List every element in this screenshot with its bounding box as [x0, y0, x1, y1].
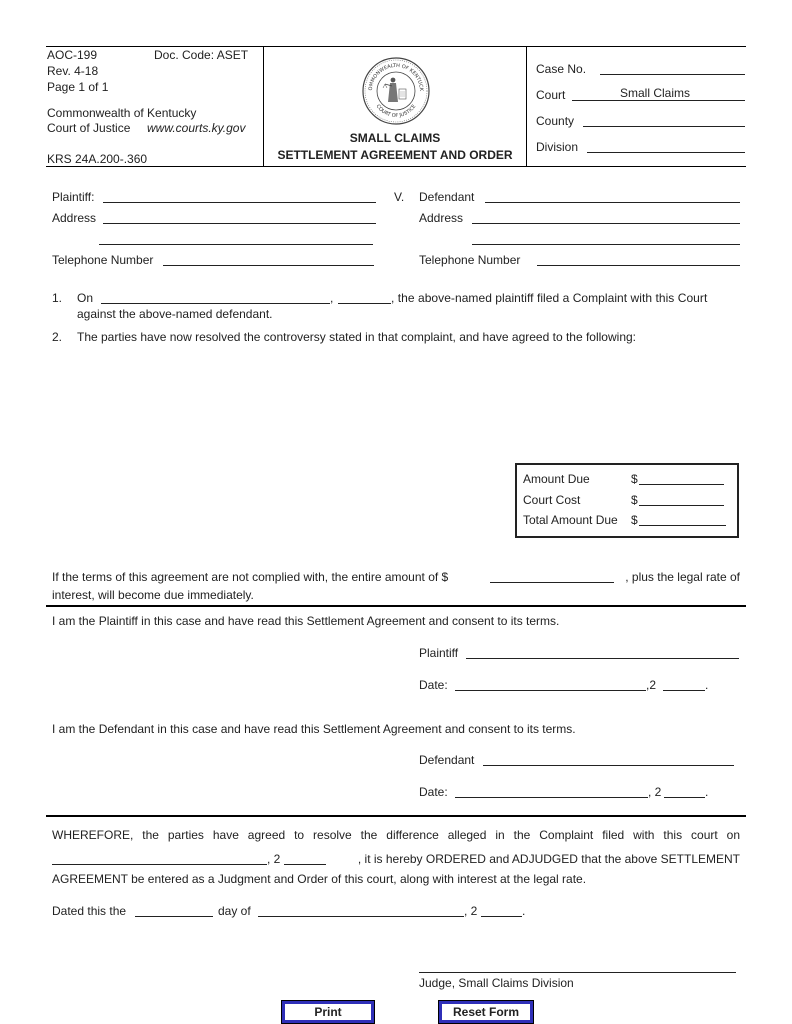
plaintiff-address-field[interactable] [103, 223, 376, 224]
commonwealth-label: Commonwealth of Kentucky [47, 106, 197, 120]
form-id: AOC-199 [47, 48, 98, 62]
court-value: Small Claims [620, 86, 691, 100]
website-link: www.courts.ky.gov [147, 121, 246, 135]
dated-period: . [522, 904, 526, 918]
amount-due-currency: $ [631, 472, 638, 486]
dated-day-field[interactable] [135, 916, 213, 917]
judge-signature-field[interactable] [419, 972, 736, 973]
order-line-2: , it is hereby ORDERED and ADJUDGED that the above SETTLEMENT [357, 852, 740, 866]
versus-label: V. [394, 190, 405, 204]
defendant-date-field[interactable] [455, 797, 648, 798]
plaintiff-signature-label: Plaintiff [419, 646, 459, 660]
plaintiff-year-field[interactable] [663, 690, 705, 691]
dated-year-prefix: , 2 [464, 904, 478, 918]
title-line-2: SETTLEMENT AGREEMENT AND ORDER [277, 148, 513, 162]
agreement-terms-area[interactable] [52, 348, 742, 458]
default-amount-field[interactable] [490, 582, 614, 583]
item-2-text: The parties have now resolved the controversy stated in that complaint, and have agreed to the following: [77, 330, 636, 344]
order-year-prefix: , 2 [267, 852, 281, 866]
amount-due-field[interactable] [639, 484, 724, 485]
plaintiff-address-line-2[interactable] [99, 244, 373, 245]
plaintiff-date-label: Date: [419, 678, 448, 692]
defendant-signature-label: Defendant [419, 753, 475, 767]
kentucky-seal-icon [361, 56, 431, 126]
defendant-telephone-field[interactable] [537, 265, 740, 266]
plaintiff-field[interactable] [103, 202, 376, 203]
title-line-1: SMALL CLAIMS [349, 131, 441, 145]
defendant-year-field[interactable] [664, 797, 705, 798]
plaintiff-consent-statement: I am the Plaintiff in this case and have read this Settlement Agreement and consent to its terms. [52, 614, 560, 628]
defendant-label: Defendant [419, 190, 475, 204]
terms-line-2: interest, will become due immediately. [52, 588, 254, 602]
total-amount-label: Total Amount Due [523, 513, 618, 527]
terms-line-1-end: , plus the legal rate of [625, 570, 740, 584]
plaintiff-date-period: . [705, 678, 709, 692]
section-rule-1 [46, 605, 746, 607]
page-count: Page 1 of 1 [47, 80, 109, 94]
defendant-consent-statement: I am the Defendant in this case and have read this Settlement Agreement and consent to its terms. [52, 722, 576, 736]
plaintiff-date-field[interactable] [455, 690, 646, 691]
plaintiff-telephone-field[interactable] [163, 265, 374, 266]
item-1-comma: , [330, 291, 334, 305]
dated-month-field[interactable] [258, 916, 464, 917]
defendant-date-label: Date: [419, 785, 448, 799]
court-cost-field[interactable] [639, 505, 724, 506]
division-label: Division [536, 140, 579, 154]
item-1-text: , the above-named plaintiff filed a Complaint with this Court [391, 291, 708, 305]
seal-top-text: OMMONWEALTH OF KENTUCK [367, 62, 425, 92]
defendant-address-line-2[interactable] [472, 244, 740, 245]
plaintiff-signature-field[interactable] [466, 658, 739, 659]
defendant-address-label: Address [419, 211, 464, 225]
case-no-label: Case No. [536, 62, 587, 76]
county-field[interactable] [583, 126, 745, 127]
revision: Rev. 4-18 [47, 64, 99, 78]
reset-form-button[interactable]: Reset Form [439, 1001, 533, 1023]
plaintiff-year-prefix: ,2 [646, 678, 657, 692]
seal-bottom-text: COURT OF JUSTICE [374, 103, 418, 120]
order-line-1: WHEREFORE, the parties have agreed to resolve the difference alleged in the Complaint filed with this court on [52, 828, 740, 842]
plaintiff-telephone-label: Telephone Number [52, 253, 154, 267]
dated-year-field[interactable] [481, 916, 522, 917]
order-date-field[interactable] [52, 864, 267, 865]
header-top-rule [46, 46, 746, 47]
division-field[interactable] [587, 152, 745, 153]
terms-line-1-start: If the terms of this agreement are not complied with, the entire amount of $ [52, 570, 449, 584]
doc-code: Doc. Code: ASET [154, 48, 249, 62]
item-1-on: On [77, 291, 94, 305]
header-bottom-rule [46, 166, 746, 167]
defendant-field[interactable] [485, 202, 740, 203]
krs-reference: KRS 24A.200-.360 [47, 152, 148, 166]
court-cost-label: Court Cost [523, 493, 581, 507]
court-of-justice-label: Court of Justice [47, 121, 131, 135]
complaint-year-field[interactable] [338, 303, 391, 304]
defendant-signature-field[interactable] [483, 765, 734, 766]
print-button[interactable]: Print [282, 1001, 374, 1023]
defendant-date-period: . [705, 785, 709, 799]
day-of-label: day of [218, 904, 251, 918]
court-cost-currency: $ [631, 493, 638, 507]
amount-due-label: Amount Due [523, 472, 590, 486]
header-divider-right [526, 46, 527, 166]
court-label: Court [536, 88, 566, 102]
order-year-field[interactable] [284, 864, 326, 865]
order-line-3: AGREEMENT be entered as a Judgment and Order of this court, along with interest at the legal rate. [52, 872, 587, 886]
defendant-year-prefix: , 2 [648, 785, 662, 799]
total-amount-field[interactable] [639, 525, 726, 526]
total-amount-currency: $ [631, 513, 638, 527]
complaint-date-field[interactable] [101, 303, 330, 304]
plaintiff-address-label: Address [52, 211, 97, 225]
item-1-line-2: against the above-named defendant. [77, 307, 273, 321]
item-2-number: 2. [52, 330, 63, 344]
item-1-number: 1. [52, 291, 63, 305]
section-rule-2 [46, 815, 746, 817]
judge-label: Judge, Small Claims Division [419, 976, 574, 990]
plaintiff-label: Plaintiff: [52, 190, 95, 204]
defendant-address-field[interactable] [472, 223, 740, 224]
dated-this-label: Dated this the [52, 904, 127, 918]
county-label: County [536, 114, 575, 128]
court-field[interactable] [572, 100, 745, 101]
defendant-telephone-label: Telephone Number [419, 253, 521, 267]
case-no-field[interactable] [600, 74, 745, 75]
